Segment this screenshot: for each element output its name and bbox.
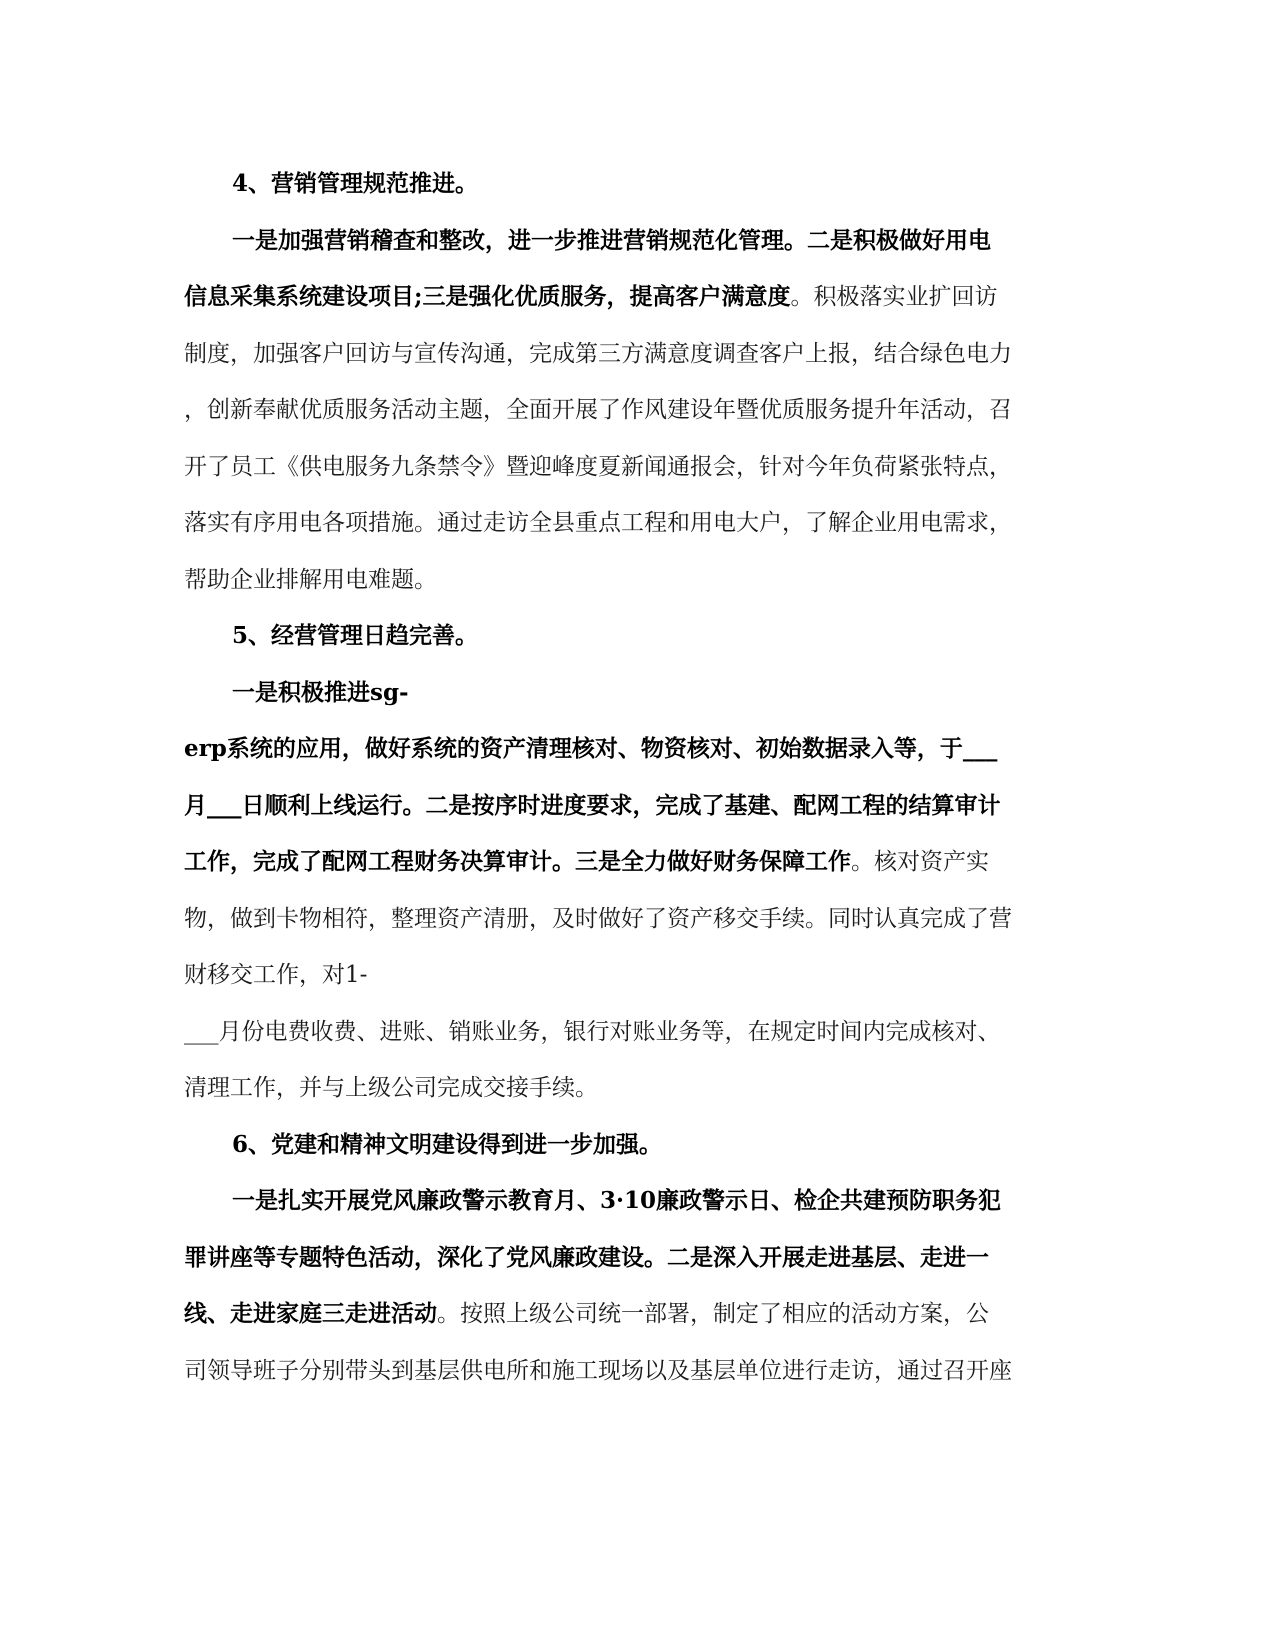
paragraph-line [184,1298,1084,1330]
paragraph-line: 财移交工作，对1- [184,962,368,988]
normal-text: 。核对资产实 [851,849,989,875]
paragraph-line: 一是加强营销稽查和整改，进一步推进营销规范化管理。二是积极做好用电 [232,227,991,254]
paragraph-line: 月___日顺利上线运行。二是按序时进度要求，完成了基建、配网工程的结算审计 [184,792,1001,819]
paragraph-line: 落实有序用电各项措施。通过走访全县重点工程和用电大户，了解企业用电需求， [184,510,1012,536]
section-5-heading: 5、经营管理日趋完善。 [232,622,479,649]
paragraph-line: 罪讲座等专题特色活动，深化了党风廉政建设。二是深入开展走进基层、走进一 [184,1244,989,1271]
paragraph-line [184,281,1084,313]
section-6-heading: 6、党建和精神文明建设得到进一步加强。 [232,1131,663,1158]
paragraph-line [184,846,1084,878]
paragraph-line: ___月份电费收费、进账、销账业务，银行对账业务等，在规定时间内完成核对、 [184,1019,1001,1045]
section-4-heading: 4、营销管理规范推进。 [232,170,479,197]
paragraph-line: erp系统的应用，做好系统的资产清理核对、物资核对、初始数据录入等，于___ [184,735,998,762]
paragraph-line: 一是扎实开展党风廉政警示教育月、3·10廉政警示日、检企共建预防职务犯 [232,1187,1002,1214]
bold-text: 线、走进家庭三走进活动 [184,1300,437,1327]
paragraph-line: 物，做到卡物相符，整理资产清册，及时做好了资产移交手续。同时认真完成了营 [184,906,1012,932]
paragraph-line: ，创新奉献优质服务活动主题，全面开展了作风建设年暨优质服务提升年活动，召 [184,397,1012,423]
bold-text: 工作，完成了配网工程财务决算审计。三是全力做好财务保障工作 [184,848,851,875]
paragraph-line: 司领导班子分别带头到基层供电所和施工现场以及基层单位进行走访，通过召开座 [184,1358,1012,1384]
bold-text: 信息采集系统建设项目;三是强化优质服务，提高客户满意度 [184,283,791,310]
paragraph-line: 一是积极推进sg- [232,679,409,706]
normal-text: 。积极落实业扩回访 [790,284,998,310]
paragraph-line: 帮助企业排解用电难题。 [184,567,437,593]
normal-text: 。按照上级公司统一部署，制定了相应的活动方案，公 [437,1301,989,1327]
paragraph-line: 制度，加强客户回访与宣传沟通，完成第三方满意度调查客户上报，结合绿色电力 [184,341,1012,367]
paragraph-line: 清理工作，并与上级公司完成交接手续。 [184,1075,598,1101]
paragraph-line: 开了员工《供电服务九条禁令》暨迎峰度夏新闻通报会，针对今年负荷紧张特点， [184,454,1012,480]
